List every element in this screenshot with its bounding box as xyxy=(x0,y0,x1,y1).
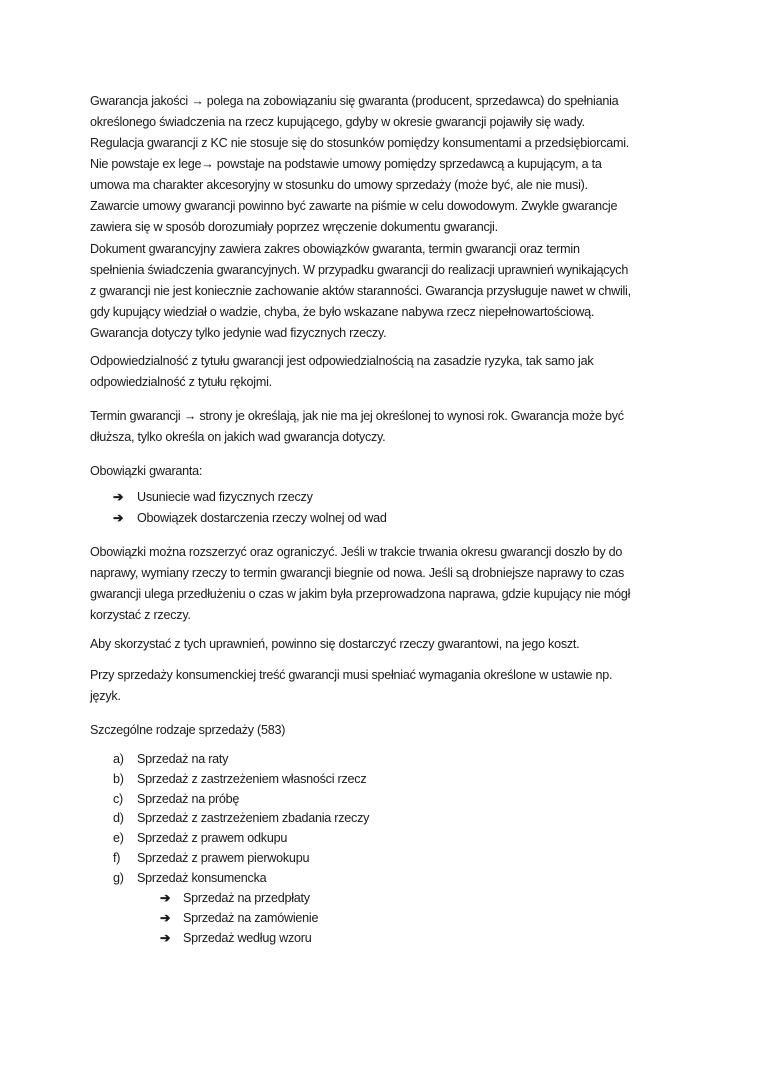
list-item xyxy=(160,928,660,948)
list-item xyxy=(113,769,613,789)
paragraph xyxy=(90,239,690,344)
text-line: Odpowiedzialność z tytułu gwarancji jest odpowiedzialnością na zasadzie ryzyka, tak samo jak xyxy=(90,354,594,368)
paragraph xyxy=(90,91,690,238)
paragraph xyxy=(90,351,690,393)
text-line: Przy sprzedaży konsumenckiej treść gwarancji musi spełniać wymagania określone w ustawie np. xyxy=(90,668,613,682)
list-item-text: Sprzedaż na zamówienie xyxy=(183,911,319,925)
list-marker: c) xyxy=(113,792,123,806)
arrow-bullet-icon: ➔ xyxy=(113,490,124,504)
text-line: odpowiedzialność z tytułu rękojmi. xyxy=(90,375,272,389)
text-line: Obowiązki gwaranta: xyxy=(90,464,203,478)
list-item xyxy=(113,808,613,828)
text-line: określonego świadczenia na rzecz kupującego, gdyby w okresie gwarancji pojawiły się wady. xyxy=(90,115,585,129)
list-marker: a) xyxy=(113,752,124,766)
list-item-text: Sprzedaż na przedpłaty xyxy=(183,891,310,905)
list-item xyxy=(113,487,613,507)
list-item xyxy=(113,508,613,528)
arrow-bullet-icon: ➔ xyxy=(160,891,171,905)
paragraph xyxy=(90,406,690,448)
list-marker: e) xyxy=(113,831,124,845)
paragraph xyxy=(90,461,690,482)
list-marker: d) xyxy=(113,811,124,825)
list-item xyxy=(160,908,660,928)
text-line: umowa ma charakter akcesoryjny w stosunku do umowy sprzedaży (może być, ale nie musi). xyxy=(90,178,588,192)
arrow-bullet-icon: ➔ xyxy=(160,931,171,945)
paragraph xyxy=(90,634,690,655)
text-line: korzystać z rzeczy. xyxy=(90,608,191,622)
text-line: Szczególne rodzaje sprzedaży (583) xyxy=(90,723,286,737)
list-item-text: Obowiązek dostarczenia rzeczy wolnej od wad xyxy=(137,511,387,525)
text-line: spełnienia świadczenia gwarancyjnych. W przypadku gwarancji do realizacji uprawnień wynikających xyxy=(90,263,629,277)
text-line: gwarancji ulega przedłużeniu o czas w jakim była przeprowadzona naprawa, gdzie kupujący nie mógł xyxy=(90,587,631,601)
list-item xyxy=(113,868,613,888)
text-line: Regulacja gwarancji z KC nie stosuje się do stosunków pomiędzy konsumentami a przedsiębiorcami. xyxy=(90,136,630,150)
text-line: zawiera się w sposób dorozumiały poprzez wręczenie dokumentu gwarancji. xyxy=(90,220,498,234)
text-line: z gwarancji nie jest koniecznie zachowanie aktów staranności. Gwarancja przysługuje nawet w chwili, xyxy=(90,284,631,298)
list-item-text: Sprzedaż według wzoru xyxy=(183,931,312,945)
list-marker: b) xyxy=(113,772,124,786)
text-line: Aby skorzystać z tych uprawnień, powinno się dostarczyć rzeczy gwarantowi, na jego koszt. xyxy=(90,637,580,651)
text-line: Gwarancja dotyczy tylko jedynie wad fizycznych rzeczy. xyxy=(90,326,387,340)
list-item-text: Sprzedaż z zastrzeżeniem zbadania rzeczy xyxy=(137,811,370,825)
list-marker: g) xyxy=(113,871,124,885)
list-item xyxy=(160,888,660,908)
list-item-text: Sprzedaż z zastrzeżeniem własności rzecz xyxy=(137,772,367,786)
paragraph xyxy=(90,542,690,626)
list-item-text: Sprzedaż z prawem pierwokupu xyxy=(137,851,310,865)
arrow-bullet-icon: ➔ xyxy=(160,911,171,925)
text-line: Dokument gwarancyjny zawiera zakres obowiązków gwaranta, termin gwarancji oraz termin xyxy=(90,242,580,256)
list-item xyxy=(113,789,613,809)
text-line: Termin gwarancji → strony je określają, jak nie ma jej określonej to wynosi rok. Gwarancja może być xyxy=(90,409,624,423)
list-item xyxy=(113,828,613,848)
list-item xyxy=(113,749,613,769)
list-item-text: Sprzedaż z prawem odkupu xyxy=(137,831,288,845)
list-item-text: Sprzedaż konsumencka xyxy=(137,871,267,885)
text-line: naprawy, wymiany rzeczy to termin gwarancji biegnie od nowa. Jeśli są drobniejsze naprawy to czas xyxy=(90,566,625,580)
text-line: gdy kupujący wiedział o wadzie, chyba, że było wskazane nabywa rzecz niepełnowartościową. xyxy=(90,305,595,319)
list-marker: f) xyxy=(113,851,121,865)
paragraph xyxy=(90,720,690,741)
list-item-text: Usuniecie wad fizycznych rzeczy xyxy=(137,490,313,504)
paragraph xyxy=(90,665,690,707)
arrow-bullet-icon: ➔ xyxy=(113,511,124,525)
text-line: Nie powstaje ex lege→ powstaje na podstawie umowy pomiędzy sprzedawcą a kupującym, a ta xyxy=(90,157,602,171)
text-line: Zawarcie umowy gwarancji powinno być zawarte na piśmie w celu dowodowym. Zwykle gwarancje xyxy=(90,199,618,213)
text-line: Obowiązki można rozszerzyć oraz ograniczyć. Jeśli w trakcie trwania okresu gwarancji doszło by do xyxy=(90,545,623,559)
list-item-text: Sprzedaż na próbę xyxy=(137,792,240,806)
list-item xyxy=(113,848,613,868)
text-line: Gwarancja jakości → polega na zobowiązaniu się gwaranta (producent, sprzedawca) do spełniania xyxy=(90,94,619,108)
text-line: dłuższa, tylko określa on jakich wad gwarancja dotyczy. xyxy=(90,430,386,444)
text-line: język. xyxy=(90,689,121,703)
list-item-text: Sprzedaż na raty xyxy=(137,752,229,766)
